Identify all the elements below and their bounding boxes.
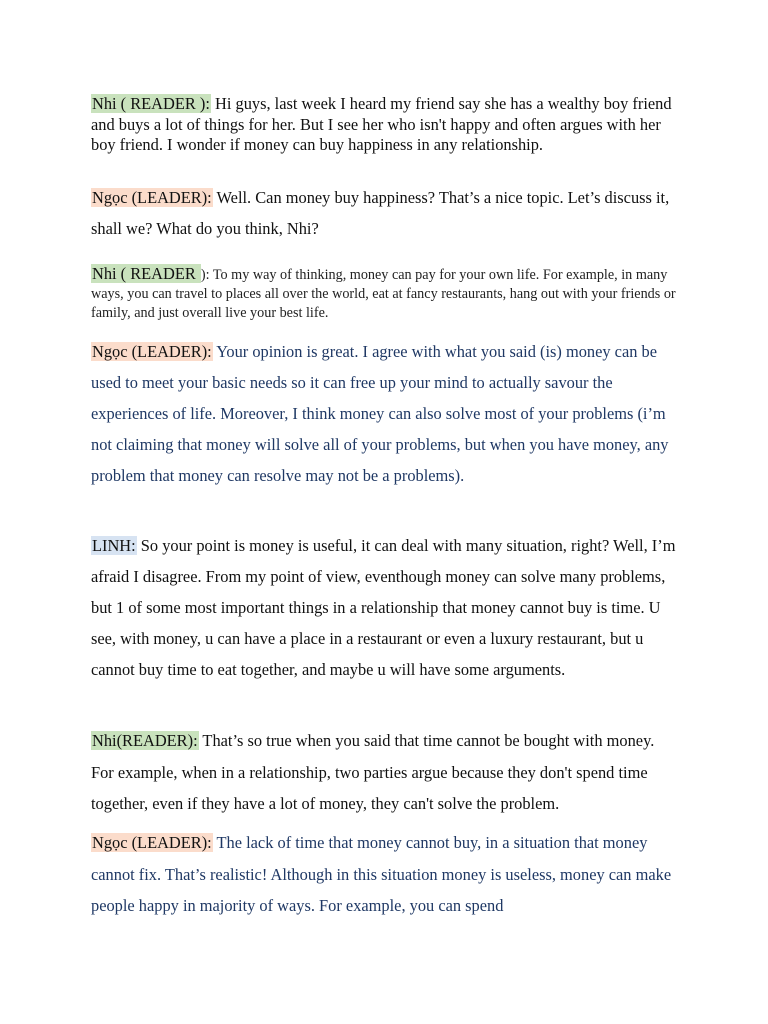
dialogue-line-ngoc-3: [91, 827, 681, 922]
dialogue-line-nhi-1: [91, 94, 681, 156]
speaker-label: Nhi(READER):: [92, 731, 198, 750]
speaker-label: LINH:: [92, 536, 136, 555]
dialogue-text: Well. Can money buy happiness? That’s a nice topic. Let’s discuss it, shall we? What do you think, Nhi?: [91, 188, 670, 238]
dialogue-text: So your point is money is useful, it can deal with many situation, right? Well, I’m afraid I disagree. From my point of view, eventhough money can solve many problems, but 1 of some most important things in a relationship that money cannot buy is time. U see, with money, u can have a place in a restaurant or even a luxury restaurant, but u cannot buy time to eat together, and maybe u will have some arguments.: [91, 536, 676, 679]
speaker-label: Ngọc (LEADER):: [92, 342, 212, 361]
dialogue-line-linh: [91, 530, 681, 685]
dialogue-text: That’s so true when you said that time cannot be bought with money. For example, when in a relationship, two parties argue because they don't spend time together, even if they have a lot of money, they can't solve the problem.: [91, 731, 655, 813]
dialogue-text: Your opinion is great. I agree with what you said (is) money can be used to meet your basic needs so it can free up your mind to actually savour the experiences of life. Moreover, I think money can also solve most of your problems (i’m not claiming that money will solve all of your problems, but when you have money, any problem that money can resolve may not be a problems).: [91, 342, 669, 485]
dialogue-line-ngoc-2: [91, 336, 681, 491]
dialogue-line-ngoc-1: [91, 182, 681, 244]
speaker-label: Nhi ( READER ):: [92, 94, 210, 113]
speaker-label: Ngọc (LEADER):: [92, 188, 212, 207]
dialogue-text: ): To my way of thinking, money can pay for your own life. For example, in many ways, you can travel to places all over the world, eat at fancy restaurants, hang out with your friends or family, and just overall live your best life.: [91, 267, 676, 321]
speaker-label: Nhi ( READER: [92, 264, 200, 283]
dialogue-text: Hi guys, last week I heard my friend say she has a wealthy boy friend and buys a lot of things for her. But I see her who isn't happy and often argues with her boy friend. I wonder if money can buy happiness in any relationship.: [91, 94, 672, 154]
dialogue-line-nhi-3: [91, 725, 681, 820]
dialogue-text: The lack of time that money cannot buy, in a situation that money cannot fix. That’s realistic! Although in this situation money is useless, money can make people happy in majority of ways. For example, you can spend: [91, 833, 672, 915]
dialogue-line-nhi-2: [91, 265, 681, 322]
speaker-label: Ngọc (LEADER):: [92, 833, 212, 852]
